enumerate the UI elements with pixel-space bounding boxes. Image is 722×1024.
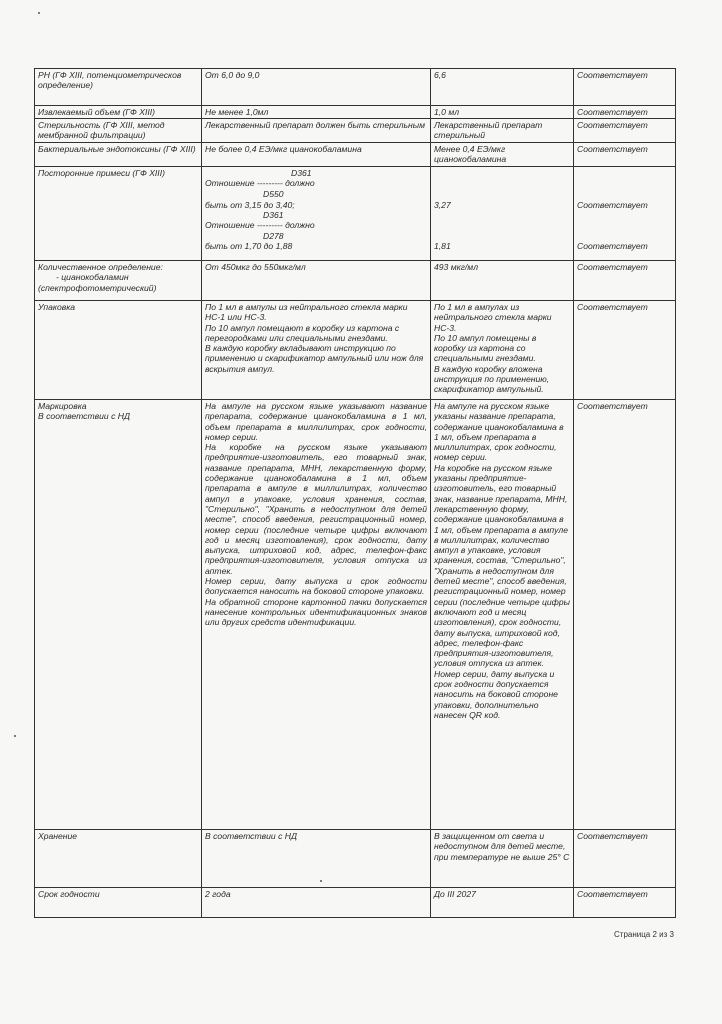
param-result: Менее 0,4 ЕЭ/мкг цианокобаламина	[431, 143, 574, 167]
param-name: Бактериальные эндотоксины (ГФ XIII)	[35, 143, 202, 167]
param-result: 6,6	[431, 69, 574, 106]
range-text: быть от 1,70 до 1,88	[205, 241, 293, 251]
table-row	[35, 119, 676, 143]
table-row-assay	[35, 261, 676, 301]
param-verdict: Соответствует	[574, 106, 676, 119]
param-verdict: Соответствует	[574, 400, 676, 830]
scan-speck	[38, 12, 40, 14]
impurities-verdict	[574, 167, 676, 261]
assay-substance: - цианокобаламин	[56, 272, 129, 283]
param-requirement: В соответствии с НД	[202, 830, 431, 888]
d361-label: D361	[263, 210, 284, 220]
table-row-packaging	[35, 301, 676, 400]
param-result: 3,27	[434, 200, 451, 210]
param-name: Стерильность (ГФ XIII, метод мембранной фильтрации)	[35, 119, 202, 143]
param-result: 1,0 мл	[431, 106, 574, 119]
param-verdict: Соответствует	[574, 119, 676, 143]
range-text: быть от 3,15 до 3,40;	[205, 200, 295, 210]
param-requirement: 2 года	[202, 888, 431, 918]
param-requirement: На ампуле на русском языке указывают название препарата, содержание цианокобаламина в 1 мл, объем препарата в миллилитрах, срок годности, номер серии. На коробке на русском языке указывают предприятие-изготовитель, его товарный знак, название препарата, МНН, лекарственную форму, содержание цианокобаламина в 1 мл, объем препарата в ампуле в миллилитрах, количество ампул в упаковке, условия хранения, состав, "Стерильно", "Хранить в недоступном для детей месте", способ введения, регистрационный номер, номер серии (последние четыре цифры включают год и месяц изготовления), срок годности, дату выпуска, штриховой код, адрес, телефон-факс предприятия-изготовителя, условия отпуска из аптек. Номер серии, дату выпуска и срок годности допускается наносить на боковой стороне упаковки. На обратной стороне картонной пачки допускается нанесение контрольных идентификационных знаков или других средств идентификации.	[202, 400, 431, 830]
param-verdict: Соответствует	[574, 261, 676, 301]
param-name: Маркировка В соответствии с НД	[35, 400, 202, 830]
param-requirement: От 6,0 до 9,0	[202, 69, 431, 106]
assay-method: (спектрофотометрический)	[38, 282, 157, 293]
param-result: В защищенном от света и недоступном для детей месте, при температуре не выше 25° С	[431, 830, 574, 888]
table-row	[35, 143, 676, 167]
table-row	[35, 69, 676, 106]
param-name: РН (ГФ XIII, потенциометрическов определение)	[35, 69, 202, 106]
specification-table	[34, 68, 676, 918]
table-row-impurities	[35, 167, 676, 261]
table-row-shelf-life	[35, 888, 676, 918]
d278-label: D278	[263, 231, 284, 241]
param-verdict: Соответствует	[574, 69, 676, 106]
param-name: Посторонние примеси (ГФ XIII)	[35, 167, 202, 261]
param-result: 493 мкг/мл	[431, 261, 574, 301]
param-name: Хранение	[35, 830, 202, 888]
param-verdict: Соответствует	[574, 301, 676, 400]
page-number: Страница 2 из 3	[614, 930, 674, 939]
param-verdict: Соответствует	[577, 241, 648, 251]
param-requirement: Лекарственный препарат должен быть стерильным	[202, 119, 431, 143]
assay-title: Количественное определение:	[38, 262, 163, 272]
ratio-label: Отношение --------- должно	[205, 178, 315, 188]
param-requirement: По 1 мл в ампулы из нейтрального стекла марки НС-1 или НС-3. По 10 ампул помещают в коробку из картона с перегородками или специальными гнездами. В каждую коробку вкладывают инструкцию по применению и скарификатор ампульный или нож для вскрытия ампул.	[202, 301, 431, 400]
param-verdict: Соответствует	[577, 200, 648, 210]
impurities-requirement	[202, 167, 431, 261]
table-row-storage	[35, 830, 676, 888]
param-result: 1,81	[434, 241, 451, 251]
param-name: Извлекаемый объем (ГФ XIII)	[35, 106, 202, 119]
table-row-marking	[35, 400, 676, 830]
table-row	[35, 106, 676, 119]
d361-label: D361	[291, 168, 312, 178]
param-result: На ампуле на русском языке указаны название препарата, содержание цианокобаламина в 1 мл, объем препарата в миллилитрах, срок годности, номер серии. На коробке на русском языке указаны предприятие-изготовитель, его товарный знак, название препарата, МНН, лекарственную форму, содержание цианокобаламина в 1 мл, объем препарата в ампуле в миллилитрах, количество ампул в упаковке, условия хранения, состав, "Стерильно", "Хранить в недоступном для детей месте", способ введения, регистрационный номер, номер серии (последние четыре цифры включают год и месяц изготовления), срок годности, дату выпуска, штриховой код, адрес, телефон-факс предприятия-изготовителя, условия отпуска из аптек. Номер серии, дату выпуска и срок годности допускается наносить на боковой стороне упаковки, дополнительно нанесен QR код.	[431, 400, 574, 830]
param-result: Лекарственный препарат стерильный	[431, 119, 574, 143]
param-requirement: От 450мкг до 550мкг/мл	[202, 261, 431, 301]
param-name: Упаковка	[35, 301, 202, 400]
d550-label: D550	[263, 189, 284, 199]
param-requirement: Не менее 1,0мл	[202, 106, 431, 119]
param-name: Срок годности	[35, 888, 202, 918]
impurities-result	[431, 167, 574, 261]
param-result: До III 2027	[431, 888, 574, 918]
param-result: По 1 мл в ампулах из нейтрального стекла марки НС-3. По 10 ампул помещены в коробку из картона со специальными гнездами. В каждую коробку вложена инструкция по применению, скарификатор ампульный.	[431, 301, 574, 400]
param-requirement: Не более 0,4 ЕЭ/мкг цианокобаламина	[202, 143, 431, 167]
param-verdict: Соответствует	[574, 888, 676, 918]
param-verdict: Соответствует	[574, 830, 676, 888]
scan-speck	[14, 735, 16, 737]
param-name	[35, 261, 202, 301]
ratio-label: Отношение --------- должно	[205, 220, 315, 230]
param-verdict: Соответствует	[574, 143, 676, 167]
scan-speck	[320, 880, 322, 882]
